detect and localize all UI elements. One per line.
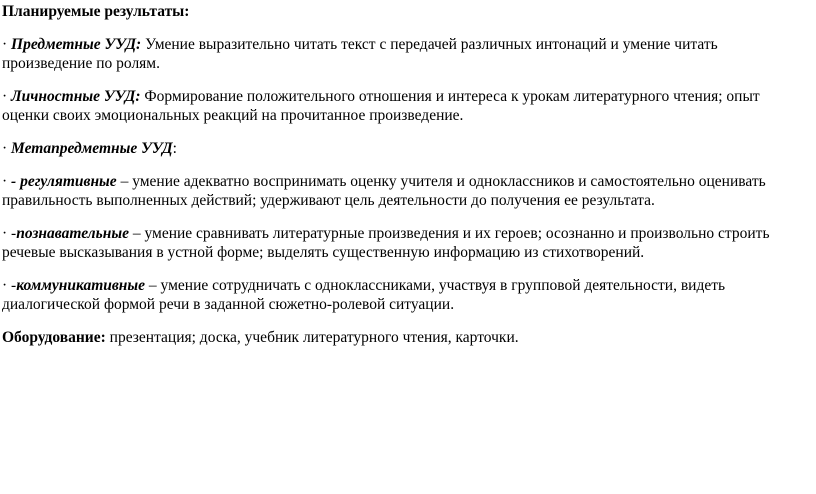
page-title: Планируемые результаты: (2, 3, 190, 20)
item-text: Формирование положительного отношения и интереса к урокам литературного чтения; опыт оценки своих эмоциональных реакций на прочитанное произведение. (2, 88, 760, 124)
bullet: · (2, 88, 12, 105)
equipment-label: Оборудование: (2, 329, 106, 346)
item-text: : (172, 140, 177, 157)
result-item-cognitive (2, 224, 802, 262)
result-item-communicative (2, 276, 802, 314)
result-item-subject (2, 35, 802, 73)
result-item-regulatory (2, 172, 802, 210)
equipment-text: презентация; доска, учебник литературного чтения, карточки. (105, 329, 519, 346)
item-text: – умение сотрудничать с одноклассниками, участвуя в групповой деятельности, видеть диалогической формой речи в заданной сюжетно-ролевой ситуации. (2, 277, 726, 313)
item-text: – умение адекватно воспринимать оценку учителя и одноклассников и самостоятельно оценивать правильность выполненных действий; удерживают цель деятельности до получения ее результата. (2, 173, 766, 209)
item-label: Метапредметные УУД (11, 140, 173, 157)
bullet: · - (2, 225, 17, 242)
equipment-line (2, 328, 802, 347)
item-label: Личностные УУД: (11, 88, 141, 105)
item-label: - регулятивные (11, 173, 117, 190)
item-label: Предметные УУД: (11, 36, 142, 53)
item-label: познавательные (16, 225, 129, 242)
item-text: Умение выразительно читать текст с передачей различных интонаций и умение читать произведение по ролям. (2, 36, 718, 72)
bullet: · - (2, 277, 17, 294)
item-text: – умение сравнивать литературные произведения и их героев; осознанно и произвольно строить речевые высказывания в устной форме; выделять существенную информацию из стихотворений. (2, 225, 770, 261)
bullet: · (2, 173, 12, 190)
result-item-personal (2, 87, 802, 125)
bullet: · (2, 140, 12, 157)
document-body (2, 2, 802, 361)
result-item-metasubject (2, 139, 802, 158)
bullet: · (2, 36, 12, 53)
item-label: коммуникативные (16, 277, 146, 294)
